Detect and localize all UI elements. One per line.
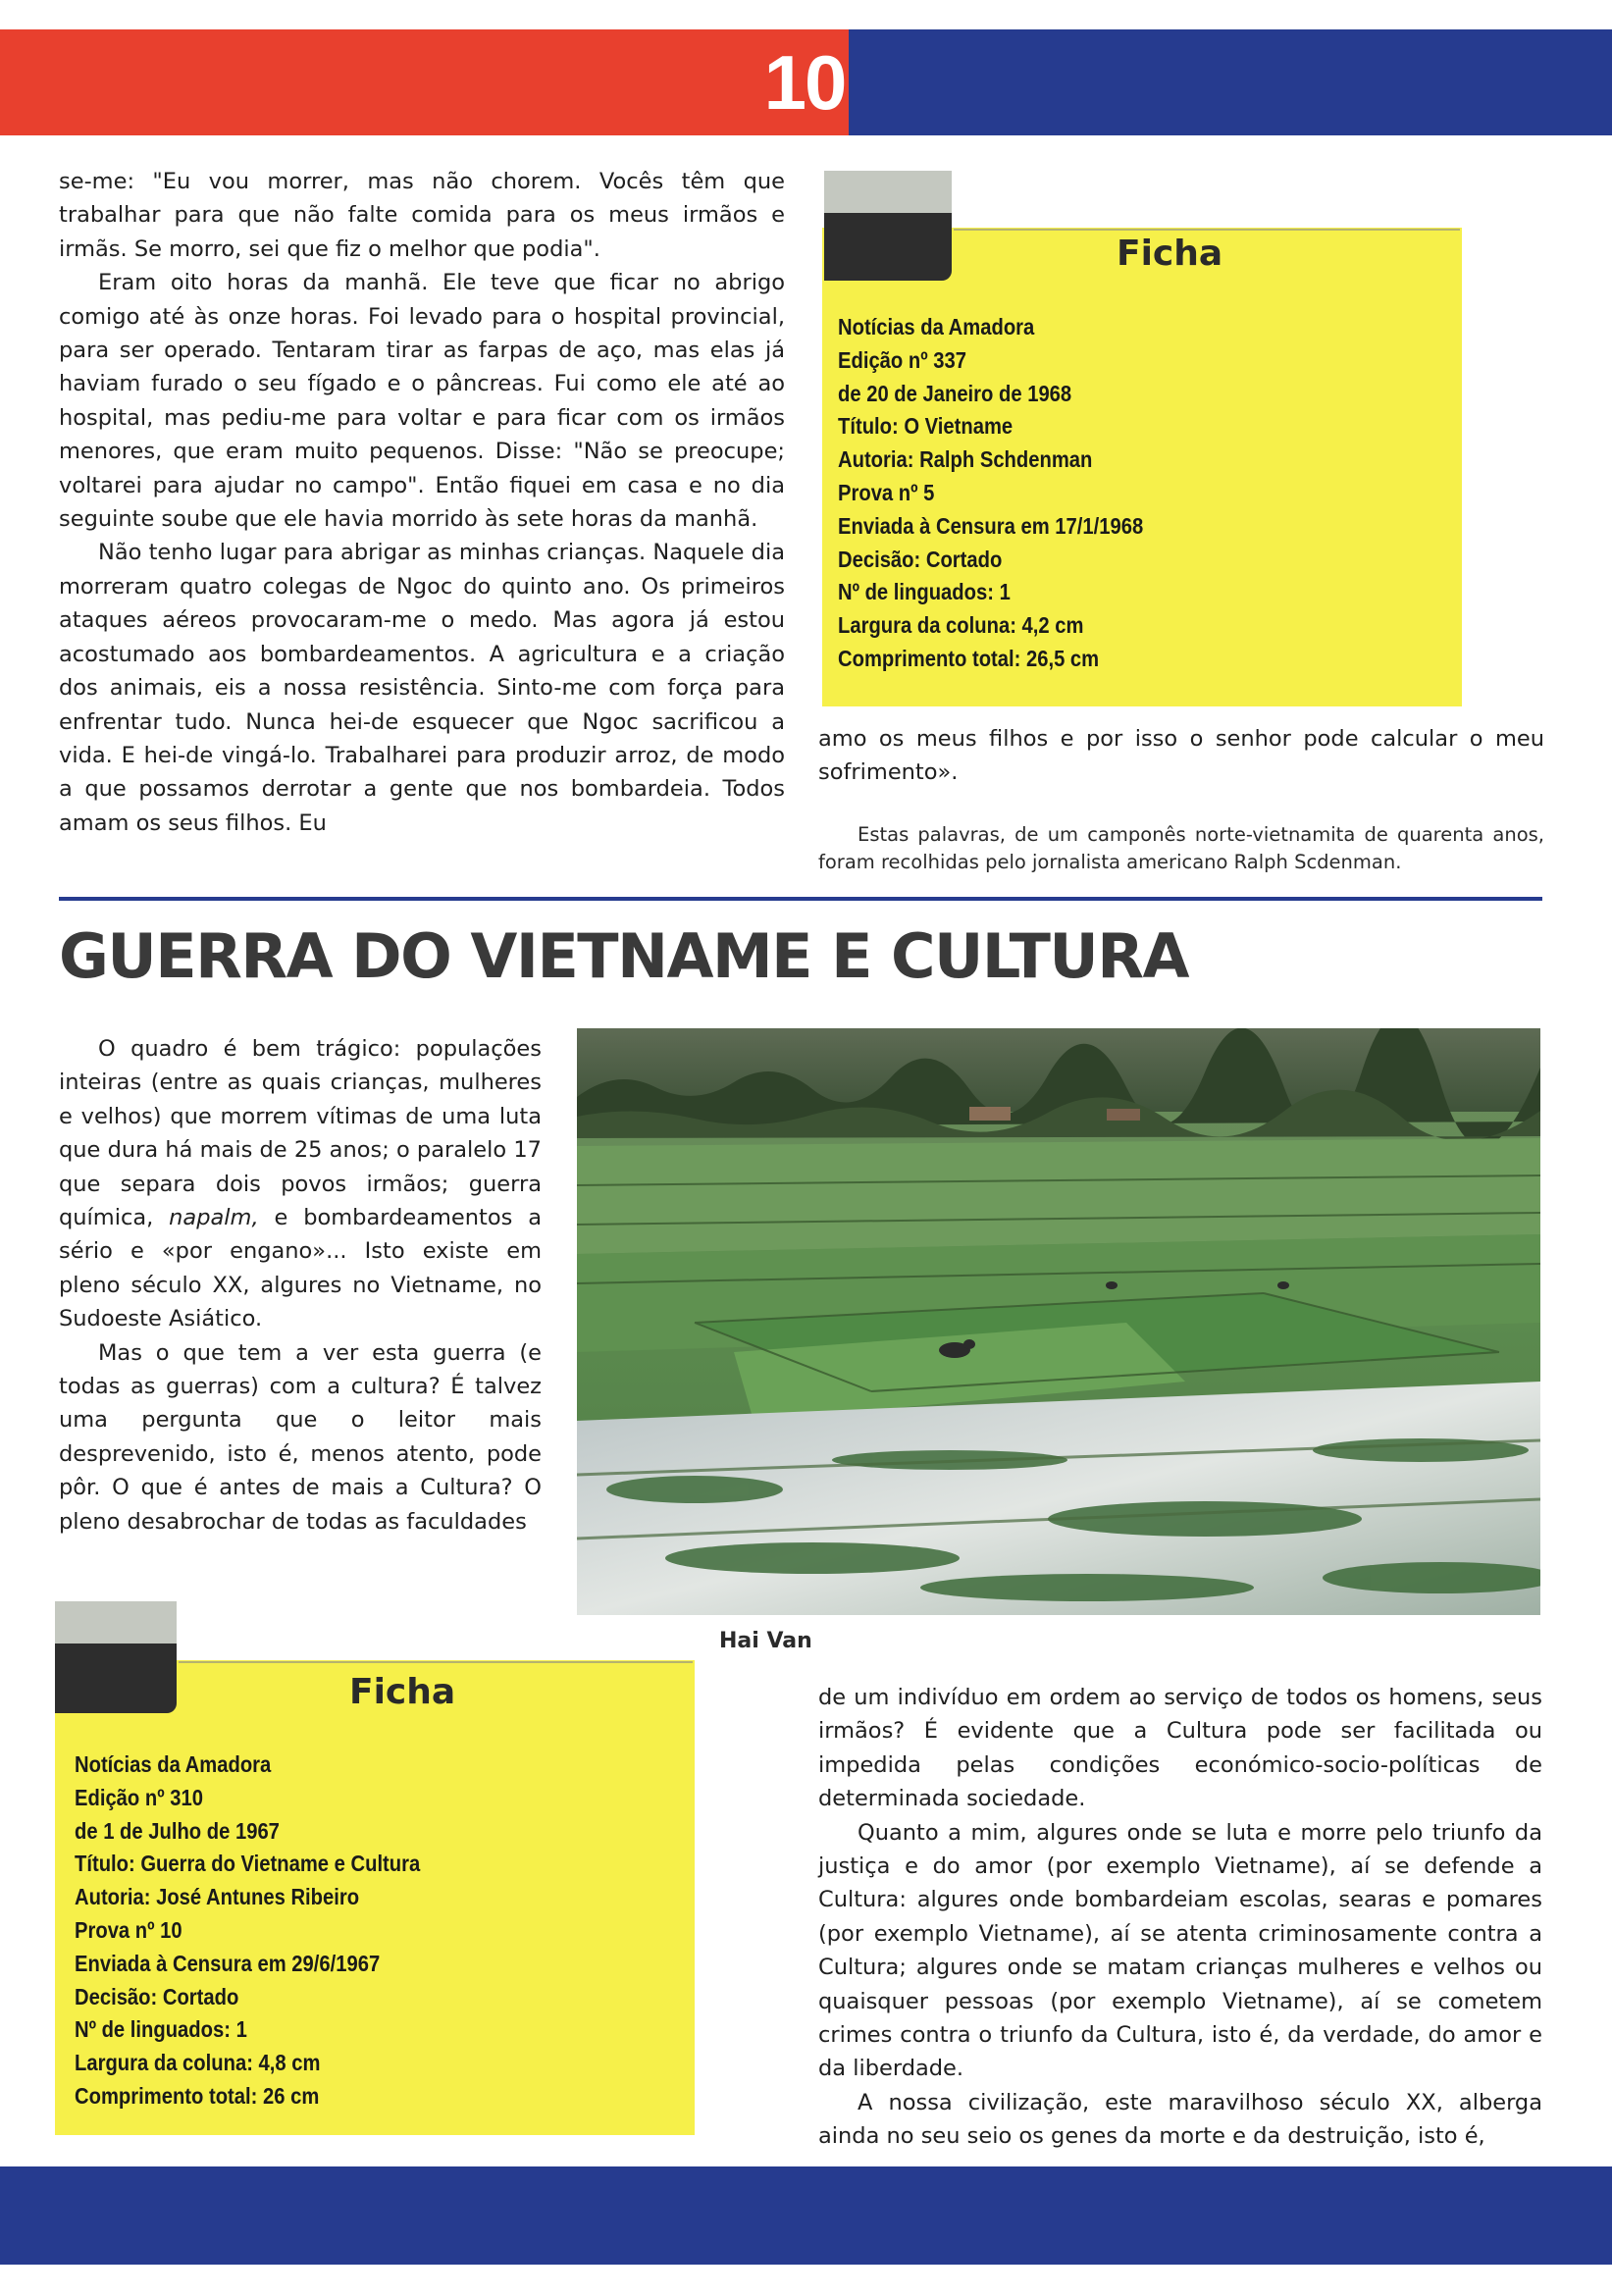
header-bar-blue — [849, 29, 1612, 135]
paragraph: A nossa civilização, este maravilhoso século XX, alberga ainda no seu seio os genes da morte e da destruição, isto é, — [818, 2089, 1542, 2150]
ficha-line: Enviada à Censura em 17/1/1968 — [838, 512, 1144, 539]
ficha-line: Título: Guerra do Vietname e Cultura — [75, 1851, 421, 1877]
ficha-line: de 1 de Julho de 1967 — [75, 1817, 280, 1844]
ficha-line: Nº de linguados: 1 — [75, 2016, 247, 2043]
napalm-italic: napalm, — [169, 1205, 259, 1231]
header-bar-red — [0, 29, 849, 135]
top-column-text — [59, 165, 785, 840]
ficha-line: Autoria: José Antunes Ribeiro — [75, 1884, 360, 1910]
ficha-title-rule — [179, 1661, 693, 1663]
ficha-line: Prova nº 10 — [75, 1916, 182, 1943]
text: O quadro é bem trágico: populações inteiras (entre as quais crianças, mulheres e velhos) que morrem vítimas de uma luta que dura há mais de 25 anos; o paralelo 17 que separa dois povos irmãos; guerra química, — [59, 1036, 542, 1231]
paragraph — [59, 1032, 542, 1336]
ficha-line: Decisão: Cortado — [75, 1983, 239, 2009]
paragraph: Não tenho lugar para abrigar as minhas crianças. Naquele dia morreram quatro colegas de Ngoc do quinto ano. Os primeiros ataques aéreos provocaram-me o medo. Mas agora já estou acostumado aos bombardeamentos. A agricultura e a criação dos animais, eis a nossa resistência. Sinto-me com força para enfrentar tudo. Nunca hei-de esquecer que Ngoc sacrificou a vida. E hei-de vingá-lo. Trabalharei para produzir arroz, de modo a que possamos derrotar a gente que nos bombardeia. Todos amam os seus filhos. Eu — [59, 540, 785, 836]
paragraph: se-me: "Eu vou morrer, mas não chorem. Vocês têm que trabalhar para que não falte comida para os meus irmãos e irmãs. Se morro, sei que fiz o melhor que podia". — [59, 169, 785, 262]
ficha-details-bottom — [75, 1748, 420, 2113]
ficha-line: Decisão: Cortado — [838, 546, 1003, 572]
ficha-line: Largura da coluna: 4,8 cm — [75, 2050, 321, 2076]
ficha-line: Prova nº 5 — [838, 479, 935, 505]
paragraph: Mas o que tem a ver esta guerra (e todas as guerras) com a cultura? É talvez uma pergunta que o leitor mais desprevenido, isto é, menos atento, pode pôr. O que é antes de mais a Cultura? O pleno desabrochar de todas as faculdades — [59, 1339, 542, 1535]
source-note — [818, 821, 1544, 876]
ficha-line: Comprimento total: 26 cm — [75, 2082, 320, 2109]
paragraph: Quanto a mim, algures onde se luta e morre pelo triunfo da justiça e do amor (por exemplo Vietname), aí se defende a Cultura: algures onde bombardeiam escolas, searas e pomares (por exemplo Vietname), aí se atenta criminosamente contra a Cultura; algures onde se matam crianças mulheres e velhos ou quaisquer pessoas (por exemplo Vietname), aí se cometem crimes contra o triunfo da Cultura, isto é, da verdade, do amor e da liberdade. — [818, 1819, 1542, 2082]
ficha-title-bottom: Ficha — [349, 1672, 456, 1712]
ficha-line: de 20 de Janeiro de 1968 — [838, 380, 1072, 406]
article-left-column — [59, 1032, 542, 1539]
paragraph: Eram oito horas da manhã. Ele teve que ficar no abrigo comigo até às onze horas. Foi levado para o hospital provincial, para ser operado. Tentaram tirar as farpas de aço, mas elas já haviam furado o seu fígado e o pâncreas. Fui como ele até ao hospital, mas pediu-me para voltar e para ficar com os irmãos menores, que eram muito pequenos. Disse: "Não se preocupe; voltarei para ajudar no campo". Então fiquei em casa e no dia seguinte soube que ele havia morrido às sete horas da manhã. — [59, 270, 785, 533]
ficha-details-top — [838, 311, 1143, 676]
text: e bombardeamentos a sério e «por engano»... Isto existe em pleno século XX, algures no Vietname, no Sudoeste Asiático. — [59, 1205, 542, 1332]
rice-field-photo — [577, 1028, 1540, 1615]
article-headline: GUERRA DO VIETNAME E CULTURA — [59, 920, 1188, 992]
paragraph: de um indivíduo em ordem ao serviço de todos os homens, seus irmãos? É evidente que a Cultura pode ser facilitada ou impedida pelas condições económico-socio-políticas de determinada sociedade. — [818, 1685, 1542, 1812]
ficha-tab-top — [824, 171, 952, 281]
ficha-line: Enviada à Censura em 29/6/1967 — [75, 1950, 381, 1976]
article-right-column — [818, 1681, 1542, 2154]
ficha-line: Largura da coluna: 4,2 cm — [838, 612, 1084, 639]
ficha-line: Edição nº 310 — [75, 1784, 203, 1810]
ficha-line: Notícias da Amadora — [838, 314, 1035, 339]
ficha-title-top: Ficha — [1117, 234, 1223, 274]
paragraph: amo os meus filhos e por isso o senhor pode calcular o meu sofrimento». — [818, 726, 1544, 786]
page-number: 10 — [763, 39, 846, 126]
source-note-text: Estas palavras, de um camponês norte-vietnamita de quarenta anos, foram recolhidas pelo jornalista americano Ralph Scdenman. — [818, 823, 1544, 873]
ficha-title-rule — [954, 229, 1460, 231]
ficha-line: Nº de linguados: 1 — [838, 579, 1011, 605]
right-continuation-text — [818, 722, 1544, 790]
section-divider — [59, 897, 1542, 901]
ficha-line: Notícias da Amadora — [75, 1751, 272, 1777]
photo-caption: Hai Van — [719, 1629, 812, 1653]
ficha-line: Edição nº 337 — [838, 346, 966, 373]
ficha-line: Comprimento total: 26,5 cm — [838, 645, 1100, 671]
ficha-line: Autoria: Ralph Schdenman — [838, 446, 1093, 473]
ficha-tab-bottom — [55, 1601, 177, 1713]
footer-bar-blue — [0, 2166, 1612, 2265]
ficha-line: Título: O Vietname — [838, 413, 1014, 440]
